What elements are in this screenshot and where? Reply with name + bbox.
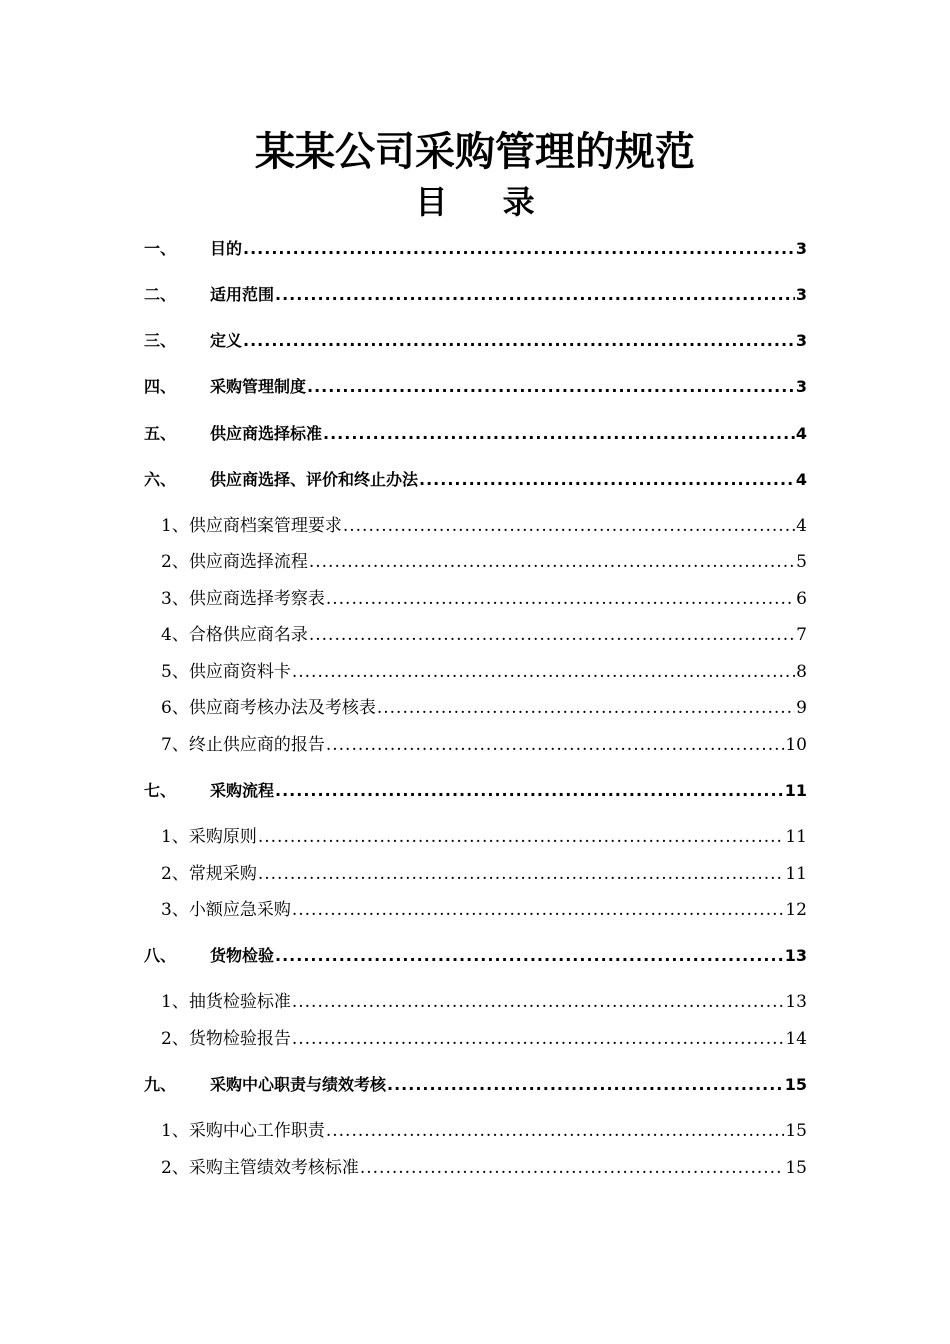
toc-page-number: 4 [796,516,807,536]
toc-subsection-entry[interactable] [161,583,807,609]
toc-entry-label: 2、供应商选择流程 [161,552,308,572]
document-title: 某某公司采购管理的规范 [255,129,695,175]
toc-dot-leader [323,424,795,444]
toc-page-number: 11 [785,864,807,884]
toc-section-entry[interactable] [144,1069,807,1095]
toc-page-number: 5 [796,552,807,572]
toc-entry-label: 定义 [210,331,243,350]
toc-page-number: 13 [784,946,807,965]
toc-dot-leader [243,331,795,351]
toc-entry-label: 采购中心职责与绩效考核 [210,1075,387,1094]
toc-page-number: 15 [784,1075,807,1094]
toc-subsection-entry[interactable] [161,656,807,682]
toc-page-number: 9 [796,698,807,718]
toc-entry-label: 1、供应商档案管理要求 [161,516,342,536]
toc-entry-label: 1、采购原则 [161,827,257,847]
toc-subsection-entry[interactable] [161,986,807,1012]
toc-page-number: 14 [785,1029,807,1049]
toc-subsection-entry[interactable] [161,821,807,847]
toc-page-number: 13 [785,992,807,1012]
toc-section-entry[interactable] [144,775,807,801]
toc-subsection-entry[interactable] [161,692,807,718]
toc-entry-label: 7、终止供应商的报告 [161,735,325,755]
toc-entry-label: 适用范围 [210,285,275,304]
toc-dot-leader [292,992,785,1012]
toc-dot-leader [258,827,785,847]
toc-dot-leader [387,1075,784,1095]
toc-subsection-entry[interactable] [161,729,807,755]
toc-entry-label: 2、货物检验报告 [161,1029,291,1049]
toc-subsection-entry[interactable] [161,894,807,920]
toc-entry-label: 2、常规采购 [161,864,257,884]
toc-entry-label: 2、采购主管绩效考核标准 [161,1158,359,1178]
toc-dot-leader [275,781,784,801]
toc-entry-number: 二、 [144,285,177,304]
toc-dot-leader [292,900,785,920]
toc-subsection-entry[interactable] [161,546,807,572]
toc-dot-leader [258,864,785,884]
toc-subsection-entry[interactable] [161,619,807,645]
toc-dot-leader [343,516,795,536]
toc-entry-label: 5、供应商资料卡 [161,662,291,682]
toc-entry-label: 1、抽货检验标准 [161,992,291,1012]
toc-section-entry[interactable] [144,233,807,259]
toc-page-number: 6 [796,589,807,609]
toc-dot-leader [326,589,795,609]
toc-dot-leader [326,735,785,755]
toc-page-number: 3 [795,331,807,350]
toc-subsection-entry[interactable] [161,858,807,884]
toc-page-number: 3 [795,285,807,304]
toc-entry-label: 3、小额应急采购 [161,900,291,920]
toc-entry-number: 九、 [144,1075,177,1094]
toc-entry-label: 1、采购中心工作职责 [161,1121,325,1141]
toc-page-number: 7 [796,625,807,645]
toc-subsection-entry[interactable] [161,1152,807,1178]
toc-entry-label: 供应商选择标准 [210,424,323,443]
toc-subsection-entry[interactable] [161,510,807,536]
toc-entry-label: 目的 [210,239,243,258]
toc-entry-number: 三、 [144,331,177,350]
toc-dot-leader [243,239,795,259]
toc-entry-label: 采购管理制度 [210,377,307,396]
toc-heading: 目 录 [415,183,557,221]
toc-section-entry[interactable] [144,279,807,305]
toc-dot-leader [275,946,784,966]
toc-dot-leader [360,1158,785,1178]
toc-dot-leader [309,625,795,645]
toc-page-number: 4 [795,424,807,443]
toc-page-number: 15 [785,1121,807,1141]
toc-subsection-entry[interactable] [161,1023,807,1049]
toc-section-entry[interactable] [144,464,807,490]
toc-dot-leader [275,285,795,305]
toc-page-number: 11 [784,781,807,800]
toc-entry-label: 货物检验 [210,946,275,965]
toc-dot-leader [326,1121,785,1141]
toc-entry-number: 七、 [144,781,177,800]
toc-section-entry[interactable] [144,325,807,351]
toc-section-entry[interactable] [144,371,807,397]
toc-page-number: 3 [795,377,807,396]
toc-dot-leader [419,470,795,490]
toc-entry-label: 供应商选择、评价和终止办法 [210,470,419,489]
toc-entry-number: 六、 [144,470,177,489]
toc-dot-leader [307,377,795,397]
toc-section-entry[interactable] [144,940,807,966]
toc-page-number: 12 [785,900,807,920]
toc-entry-label: 6、供应商考核办法及考核表 [161,698,376,718]
toc-dot-leader [292,1029,785,1049]
toc-entry-number: 八、 [144,946,177,965]
toc-dot-leader [292,662,795,682]
toc-entry-number: 四、 [144,377,177,396]
toc-entry-number: 五、 [144,424,177,443]
toc-page-number: 4 [795,470,807,489]
toc-entry-number: 一、 [144,239,177,258]
toc-dot-leader [377,698,795,718]
toc-entry-label: 采购流程 [210,781,275,800]
toc-dot-leader [309,552,795,572]
toc-page-number: 15 [785,1158,807,1178]
toc-page-number: 8 [796,662,807,682]
toc-page-number: 11 [785,827,807,847]
toc-page-number: 10 [785,735,807,755]
toc-entry-label: 3、供应商选择考察表 [161,589,325,609]
toc-section-entry[interactable] [144,418,807,444]
toc-page-number: 3 [795,239,807,258]
toc-entry-label: 4、合格供应商名录 [161,625,308,645]
toc-subsection-entry[interactable] [161,1115,807,1141]
